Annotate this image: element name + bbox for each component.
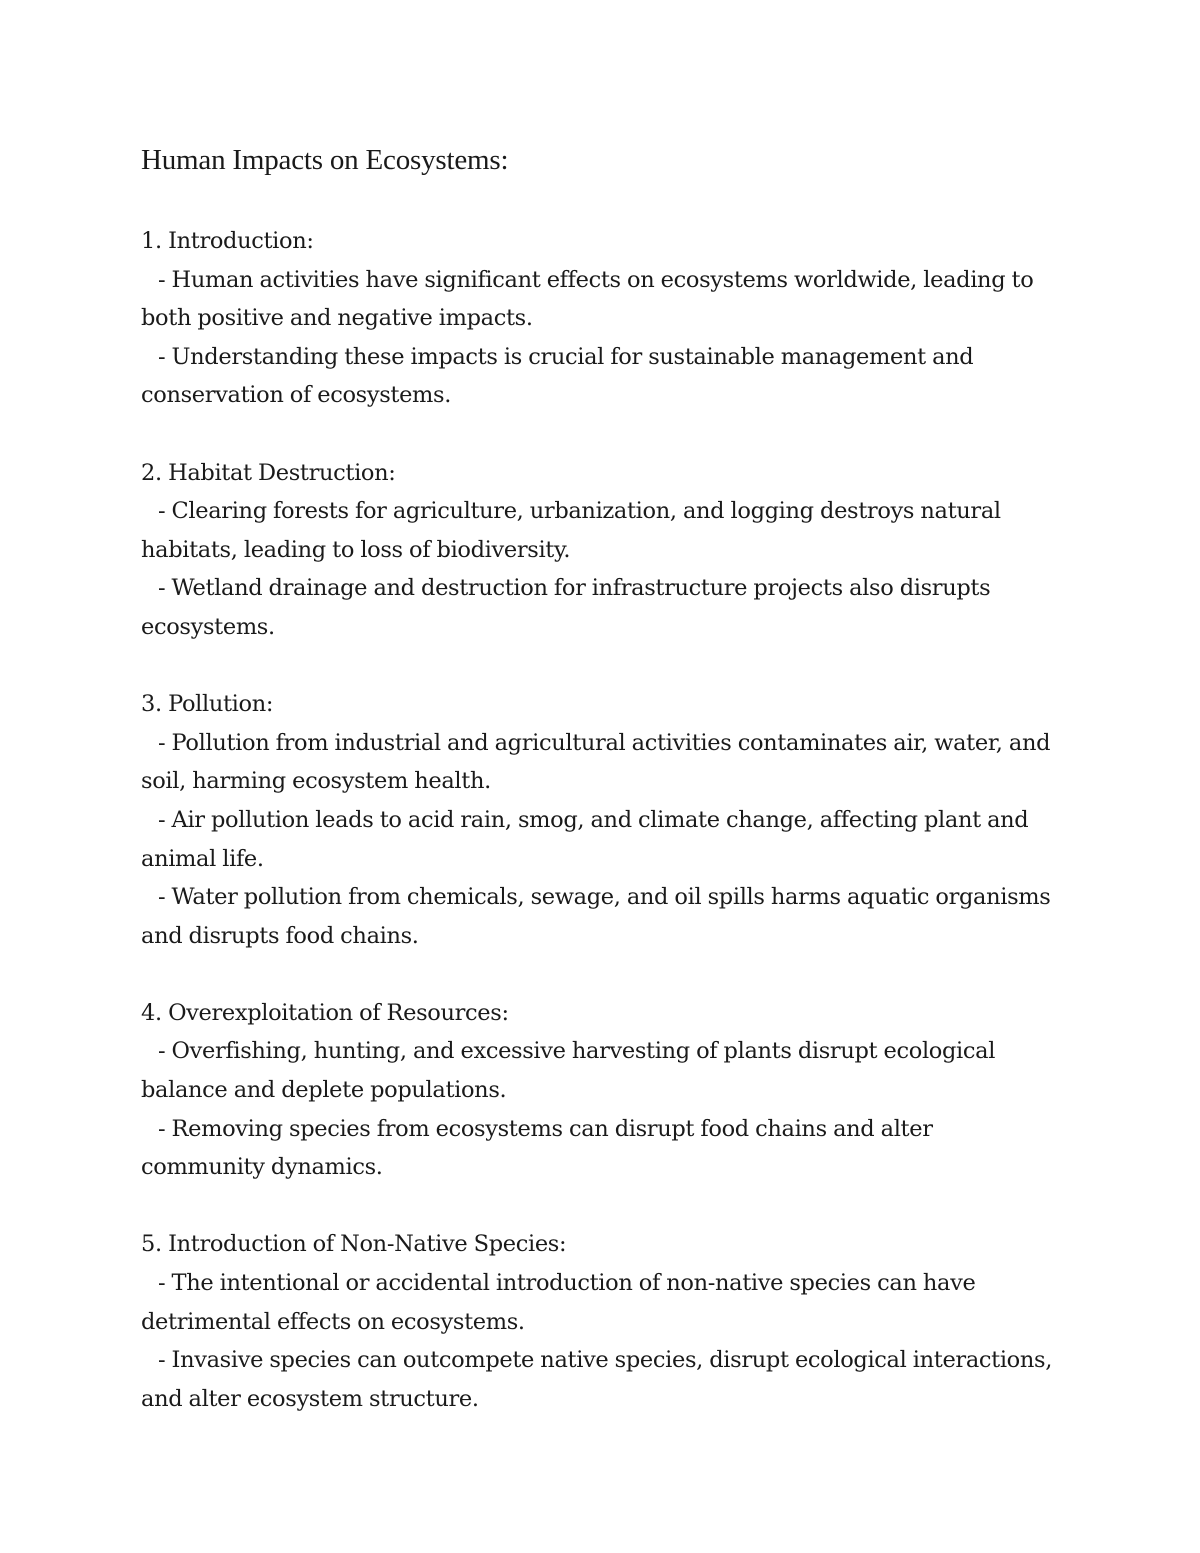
section-heading: 5. Introduction of Non-Native Species: <box>141 1231 567 1258</box>
section-pollution <box>141 685 1061 955</box>
section-overexploitation <box>141 994 1061 1187</box>
bullet-item: - Human activities have significant effects on ecosystems worldwide, leading to both positive and negative impacts. <box>141 266 1034 332</box>
section-heading: 2. Habitat Destruction: <box>141 459 396 486</box>
section-heading: 4. Overexploitation of Resources: <box>141 999 509 1026</box>
bullet-item: - Water pollution from chemicals, sewage, and oil spills harms aquatic organisms and disrupts food chains. <box>141 884 1051 949</box>
section-habitat-destruction <box>141 454 1061 647</box>
bullet-item: - The intentional or accidental introduction of non-native species can have detrimental effects on ecosystems. <box>141 1270 976 1335</box>
document-title: Human Impacts on Ecosystems: <box>141 144 509 176</box>
section-heading: 1. Introduction: <box>141 228 314 254</box>
bullet-item: - Overfishing, hunting, and excessive harvesting of plants disrupt ecological balance and deplete populations. <box>141 1038 996 1104</box>
section-introduction <box>141 222 1061 415</box>
bullet-item: - Removing species from ecosystems can disrupt food chains and alter community dynamics. <box>141 1115 933 1181</box>
section-heading: 3. Pollution: <box>141 691 274 718</box>
section-non-native-species <box>141 1225 1061 1418</box>
bullet-item: - Invasive species can outcompete native species, disrupt ecological interactions, and alter ecosystem structure. <box>141 1347 1053 1412</box>
bullet-item: - Wetland drainage and destruction for infrastructure projects also disrupts ecosystems. <box>141 575 991 640</box>
bullet-item: - Pollution from industrial and agricultural activities contaminates air, water, and soil, harming ecosystem health. <box>141 729 1051 795</box>
document-body <box>141 222 1061 1457</box>
bullet-item: - Air pollution leads to acid rain, smog, and climate change, affecting plant and animal life. <box>141 806 1029 872</box>
bullet-item: - Clearing forests for agriculture, urbanization, and logging destroys natural habitats, leading to loss of biodiversity. <box>141 498 1001 563</box>
bullet-item: - Understanding these impacts is crucial for sustainable management and conservation of ecosystems. <box>141 343 974 409</box>
